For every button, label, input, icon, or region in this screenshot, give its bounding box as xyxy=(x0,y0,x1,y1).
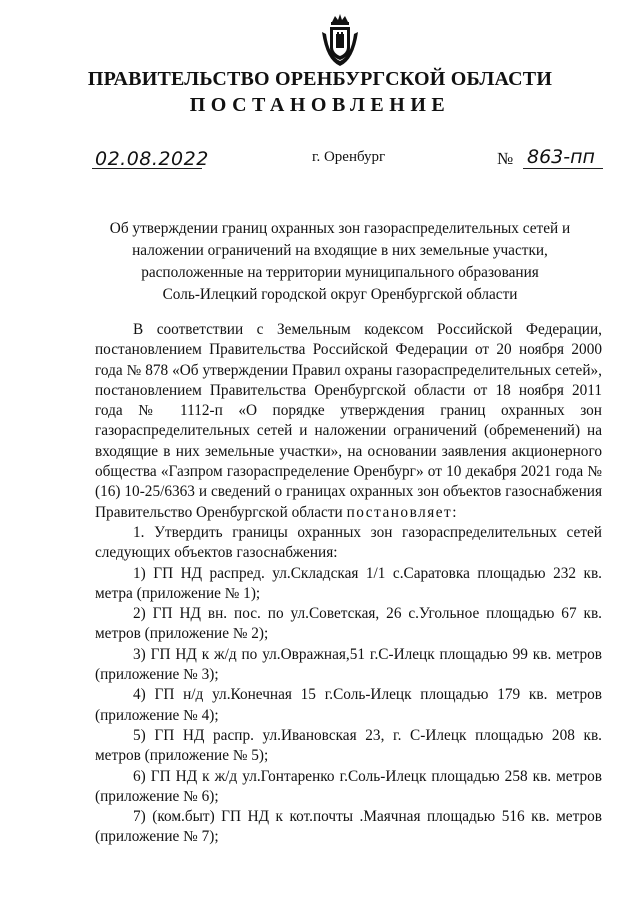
preamble-text: В соответствии с Земельным кодексом Российской Федерации, постановлением Правительства Российской Федерации от 20 ноября 2000 года № 878 «Об утверждении Правил охраны газораспределительных сетей», постановлением Правительства Оренбургской области от 18 ноября 2011 года № 1112-п «О порядке утверждения границ охранных зон газораспределительных сетей и наложении ограничений (обременений) на входящие в них земельные участки», на основании заявления акционерного общества «Газпром газораспределение Оренбург» от 10 декабря 2021 года № (16) 10-25/6363 и сведений о границах охранных зон объектов газоснабжения Правительство Оренбургской области xyxy=(95,321,602,521)
city: г. Оренбург xyxy=(312,149,386,165)
list-item: 6) ГП НД к ж/д ул.Гонтаренко г.Соль-Илецк площадью 258 кв. метров (приложение № 6); xyxy=(95,767,602,805)
document-type: ПОСТАНОВЛЕНИЕ xyxy=(189,94,451,116)
list-item: 1. Утвердить границы охранных зон газораспределительных сетей следующих объектов газоснабжения: xyxy=(95,523,602,562)
number-sign: № xyxy=(497,149,514,168)
preamble xyxy=(95,320,602,523)
list-item: 5) ГП НД распр. ул.Ивановская 23, г. С-Илецк площадью 208 кв. метров (приложение № 5); xyxy=(95,726,602,765)
number-underline xyxy=(523,168,603,169)
title-line: наложении ограничений на входящие в них земельные участки, xyxy=(132,242,548,259)
list-item: 4) ГП н/д ул.Конечная 15 г.Соль-Илецк площадью 179 кв. метров (приложение № 4); xyxy=(95,686,602,724)
decree-date: 02.08.2022 xyxy=(95,148,209,170)
date-underline xyxy=(92,168,202,169)
list-item: 2) ГП НД вн. пос. по ул.Советская, 26 с.Угольное площадью 67 кв. метров (приложение № 2); xyxy=(95,605,602,643)
title-line: Об утверждении границ охранных зон газораспределительных сетей и xyxy=(109,220,571,237)
preamble-verb: постановляет: xyxy=(346,503,458,521)
government-name: ПРАВИТЕЛЬСТВО ОРЕНБУРГСКОЙ ОБЛАСТИ xyxy=(87,68,553,90)
list-item: 3) ГП НД к ж/д по ул.Овражная,51 г.С-Илецк площадью 99 кв. метров (приложение № 3); xyxy=(95,645,602,684)
title-line: расположенные на территории муниципального образования xyxy=(141,264,539,281)
decree-title xyxy=(100,218,580,306)
coat-of-arms-icon xyxy=(318,12,362,68)
title-line: Соль-Илецкий городской округ Оренбургской области xyxy=(162,286,518,303)
decree-body xyxy=(95,320,602,848)
decree-number: 863-пп xyxy=(527,146,595,168)
list-item: 7) (ком.быт) ГП НД к кот.почты .Маячная площадью 516 кв. метров (приложение № 7); xyxy=(95,808,602,846)
list-item: 1) ГП НД распред. ул.Складская 1/1 с.Саратовка площадью 232 кв. метра (приложение № 1); xyxy=(95,564,602,602)
